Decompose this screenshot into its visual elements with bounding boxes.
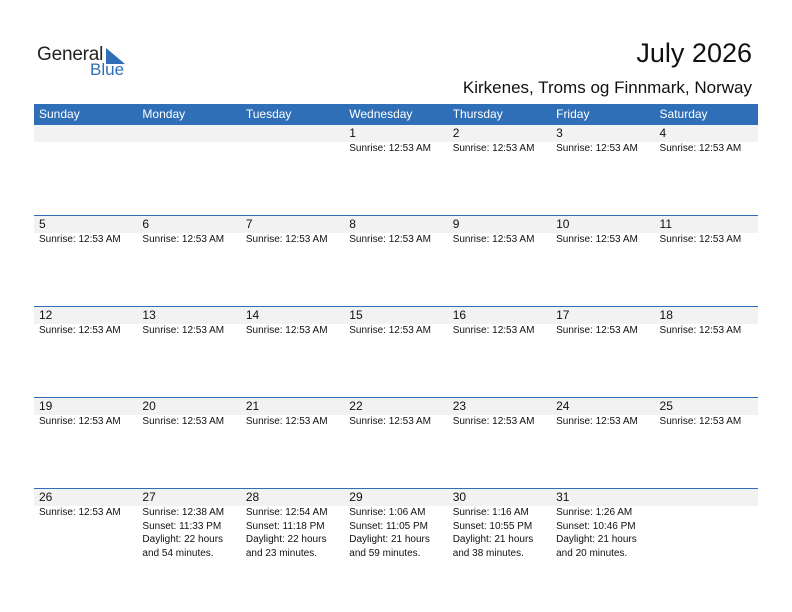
sun-info-line: Sunrise: 12:53 AM	[39, 507, 121, 518]
calendar-week-row	[34, 397, 758, 488]
sun-info-line: Sunrise: 12:53 AM	[245, 416, 328, 427]
location-subtitle: Kirkenes, Troms og Finnmark, Norway	[462, 78, 752, 97]
sun-info-line: Sunrise: 12:53 AM	[349, 325, 431, 336]
day-cell	[34, 398, 137, 486]
day-number: 22	[349, 399, 363, 413]
day-number: 9	[452, 217, 460, 231]
sun-info-line: and 38 minutes.	[452, 547, 524, 559]
sun-info-line: Daylight: 22 hours	[142, 534, 224, 545]
day-cell	[34, 307, 137, 395]
logo-word-blue: Blue	[90, 60, 125, 79]
sun-info-line: Sunrise: 12:53 AM	[659, 234, 742, 245]
day-cell	[448, 307, 551, 395]
weekday-header-monday: Monday	[142, 107, 186, 121]
day-cell	[551, 125, 654, 213]
sun-info-line: Sunrise: 12:38 AM	[142, 507, 225, 518]
sun-info-line: Sunrise: 12:53 AM	[452, 416, 535, 427]
day-number: 29	[349, 490, 363, 504]
day-number: 8	[349, 217, 356, 231]
sun-info-line: Daylight: 22 hours	[245, 534, 327, 545]
sun-info-line: Sunrise: 12:53 AM	[659, 416, 742, 427]
weekday-header-friday: Friday	[556, 107, 590, 121]
sun-info-line: Sunrise: 12:53 AM	[556, 143, 638, 154]
sun-info-line: and 20 minutes.	[556, 547, 628, 559]
sun-info-line: Sunrise: 1:16 AM	[452, 507, 529, 518]
sun-info-line: Sunset: 10:55 PM	[452, 520, 533, 532]
day-cell	[655, 216, 758, 304]
day-number: 5	[39, 217, 46, 231]
day-cell	[551, 398, 654, 486]
day-cell	[344, 489, 447, 577]
day-cell	[34, 125, 137, 213]
day-number	[39, 125, 137, 142]
weekday-header-thursday: Thursday	[452, 107, 503, 121]
day-number: 17	[556, 308, 570, 322]
sun-info-line: Sunrise: 12:53 AM	[452, 143, 535, 154]
day-cell	[551, 216, 654, 304]
calendar-weeks	[34, 125, 758, 579]
day-cell	[241, 307, 344, 395]
sun-info-line: Sunrise: 12:53 AM	[349, 234, 431, 245]
weekday-header-row	[34, 104, 758, 125]
day-cell	[551, 307, 654, 395]
page-title: July 2026	[636, 38, 752, 68]
day-cell	[655, 125, 758, 213]
sun-info-line: Sunrise: 12:53 AM	[245, 234, 328, 245]
weekday-header-wednesday: Wednesday	[349, 107, 413, 121]
sun-info-line: Sunset: 11:05 PM	[349, 520, 429, 532]
day-number: 20	[142, 399, 156, 413]
day-cell	[655, 489, 758, 577]
day-cell	[241, 398, 344, 486]
sun-info-line: Sunrise: 12:53 AM	[39, 416, 121, 427]
sun-info-line: Sunrise: 12:53 AM	[39, 234, 121, 245]
sun-info-line: Daylight: 21 hours	[452, 534, 534, 545]
sun-info-line: and 59 minutes.	[349, 547, 421, 559]
day-number: 27	[142, 490, 156, 504]
sun-info-line: Sunrise: 12:53 AM	[349, 416, 431, 427]
sun-info-line: Sunrise: 12:53 AM	[39, 325, 121, 336]
day-number: 18	[659, 308, 673, 322]
day-number: 21	[245, 399, 260, 413]
sun-info-line: Sunset: 11:18 PM	[245, 520, 325, 532]
calendar-week-row	[34, 306, 758, 397]
sun-info-line: Sunrise: 12:53 AM	[556, 416, 638, 427]
day-number: 13	[142, 308, 156, 322]
sun-info-line: Sunrise: 12:53 AM	[452, 325, 535, 336]
day-number: 31	[556, 490, 570, 504]
day-number: 19	[39, 399, 53, 413]
day-cell	[34, 216, 137, 304]
calendar-week-row	[34, 488, 758, 579]
sun-info-line: Sunrise: 12:53 AM	[556, 234, 638, 245]
day-cell	[448, 125, 551, 213]
weekday-header-tuesday: Tuesday	[245, 107, 292, 121]
day-cell	[344, 125, 447, 213]
day-cell	[241, 125, 344, 213]
day-cell	[655, 307, 758, 395]
calendar-week-row	[34, 125, 758, 215]
day-number	[660, 489, 758, 506]
sun-info-line: Sunrise: 12:53 AM	[142, 325, 225, 336]
day-cell	[344, 398, 447, 486]
day-number: 12	[39, 308, 53, 322]
day-cell	[137, 307, 240, 395]
day-cell	[448, 398, 551, 486]
sun-info-line: and 23 minutes.	[245, 547, 318, 559]
brand-logo	[37, 44, 137, 80]
day-number	[142, 125, 240, 142]
day-number: 16	[452, 308, 467, 322]
day-cell	[448, 216, 551, 304]
day-number: 11	[659, 217, 672, 231]
day-cell	[551, 489, 654, 577]
day-cell	[137, 489, 240, 577]
day-cell	[448, 489, 551, 577]
sun-info-line: Sunrise: 12:53 AM	[142, 416, 225, 427]
day-number: 30	[452, 490, 467, 504]
sun-info-line: Sunrise: 1:06 AM	[349, 507, 426, 518]
day-number: 10	[556, 217, 570, 231]
day-number: 24	[556, 399, 570, 413]
day-cell	[655, 398, 758, 486]
day-number: 28	[245, 490, 260, 504]
sun-info-line: Daylight: 21 hours	[349, 534, 430, 545]
sun-info-line: Sunrise: 12:53 AM	[659, 143, 742, 154]
day-cell	[344, 216, 447, 304]
sun-info-line: Sunrise: 12:53 AM	[349, 143, 431, 154]
sun-info-line: and 54 minutes.	[142, 547, 214, 559]
day-cell	[241, 489, 344, 577]
weekday-header-sunday: Sunday	[39, 107, 80, 121]
day-number: 2	[452, 126, 460, 140]
day-number: 15	[349, 308, 363, 322]
day-number: 26	[39, 490, 53, 504]
day-cell	[137, 125, 240, 213]
day-number	[246, 125, 344, 142]
day-cell	[241, 216, 344, 304]
sun-info-line: Sunrise: 12:53 AM	[452, 234, 535, 245]
day-cell	[137, 398, 240, 486]
sun-info-line: Sunrise: 12:53 AM	[142, 234, 225, 245]
sun-info-line: Sunrise: 12:53 AM	[245, 325, 328, 336]
day-number: 1	[349, 126, 356, 140]
calendar-week-row	[34, 215, 758, 306]
day-cell	[344, 307, 447, 395]
day-number: 25	[659, 399, 673, 413]
day-number: 23	[452, 399, 467, 413]
sun-info-line: Sunset: 11:33 PM	[142, 520, 222, 532]
sun-info-line: Sunrise: 12:54 AM	[245, 507, 328, 518]
sun-info-line: Daylight: 21 hours	[556, 534, 637, 545]
day-number: 4	[659, 126, 667, 140]
calendar-grid	[34, 104, 758, 579]
day-cell	[137, 216, 240, 304]
sun-info-line: Sunrise: 1:26 AM	[556, 507, 633, 518]
sun-info-line: Sunrise: 12:53 AM	[659, 325, 742, 336]
day-number: 6	[142, 217, 150, 231]
day-cell	[34, 489, 137, 577]
sun-info-line: Sunset: 10:46 PM	[556, 520, 636, 532]
sun-info-line: Sunrise: 12:53 AM	[556, 325, 638, 336]
day-number: 7	[245, 217, 253, 231]
logo-word-general: General	[37, 44, 104, 65]
day-number: 3	[556, 126, 563, 140]
weekday-header-saturday: Saturday	[659, 107, 708, 121]
day-number: 14	[245, 308, 260, 322]
